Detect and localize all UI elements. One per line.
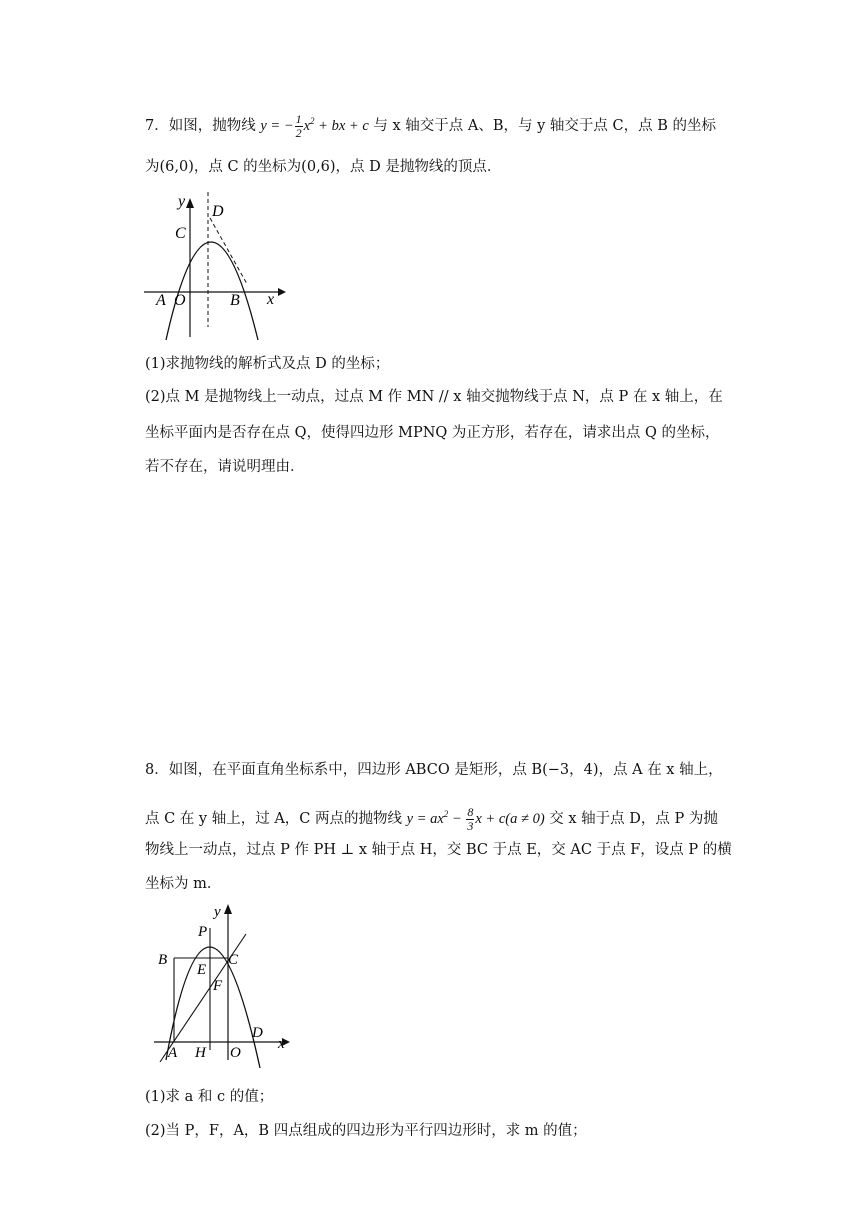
q7-stem-line2: 为(6,0)，点 C 的坐标为(0,6)，点 D 是抛物线的顶点．: [145, 159, 502, 175]
q7-y-arrow: [186, 198, 194, 208]
q7-parabola: [166, 242, 258, 340]
q7-stem-prefix: 7．如图，抛物线: [145, 117, 256, 134]
q7-part1: (1)求抛物线的解析式及点 D 的坐标；: [145, 356, 390, 372]
q8-label-O: O: [230, 1045, 241, 1061]
q7-stem-mid: 与 x 轴交于点 A、B，与 y 轴交于点 C，点 B 的坐标: [373, 117, 716, 134]
q7-x-arrow: [278, 288, 286, 296]
q8-line4: 坐标为 m．: [145, 876, 222, 892]
q8-line2: [145, 804, 718, 833]
q7-part2-line2: 坐标平面内是否存在点 Q，使得四边形 MPNQ 为正方形，若存在，请求出点 Q 的坐标，: [145, 425, 720, 441]
q7-label-y: y: [178, 193, 186, 210]
q8-label-H: H: [195, 1045, 206, 1061]
q7-label-x: x: [267, 291, 275, 308]
q8-label-P: P: [198, 924, 208, 940]
q8-line1: 8．如图，在平面直角坐标系中，四边形 ABCO 是矩形，点 B(−3，4)，点 A 在 x 轴上，: [145, 762, 723, 778]
q8-label-y: y: [214, 904, 221, 920]
q7-label-C: C: [175, 225, 186, 242]
q7-equation: y = − $\frac{1}{2}$ $x^2$ + bx + c: [260, 112, 369, 140]
q8-figure: [150, 900, 300, 1068]
q8-line2-suffix: 交 x 轴于点 D，点 P 为抛: [549, 810, 718, 827]
q8-equation: $y = ax^2$ − $\frac{8}{3}$ x + c(a ≠ 0): [406, 805, 545, 833]
q8-label-B: B: [158, 952, 168, 968]
q8-parabola: [166, 947, 260, 1068]
q8-line2-prefix: 点 C 在 y 轴上，过 A，C 两点的抛物线: [145, 810, 403, 827]
q8-label-C: C: [228, 952, 239, 968]
q7-figure: [140, 192, 290, 342]
q8-part1: (1)求 a 和 c 的值；: [145, 1089, 274, 1105]
q7-label-B: B: [230, 292, 240, 309]
q7-stem-line1: [145, 111, 716, 140]
q7-label-O: O: [174, 292, 186, 309]
q8-label-x: x: [278, 1036, 285, 1052]
q7-label-D: D: [212, 203, 224, 220]
q8-part2: (2)当 P，F，A，B 四点组成的四边形为平行四边形时，求 m 的值；: [145, 1123, 587, 1139]
q7-segment-DB: [210, 218, 247, 284]
q7-label-A: A: [156, 292, 166, 309]
q8-y-arrow: [224, 904, 232, 914]
q8-label-A: A: [168, 1045, 178, 1061]
q8-label-D: D: [252, 1025, 263, 1041]
q8-label-E: E: [197, 962, 207, 978]
q7-part2-line3: 若不存在，请说明理由．: [145, 459, 305, 475]
q8-label-F: F: [213, 978, 223, 994]
q8-line3: 物线上一动点，过点 P 作 PH ⊥ x 轴于点 H，交 BC 于点 E，交 AC 于点 F，设点 P 的横: [145, 842, 732, 858]
q7-part2-line1: (2)点 M 是抛物线上一动点，过点 M 作 MN // x 轴交抛物线于点 N，点 P 在 x 轴上，在: [145, 389, 723, 405]
